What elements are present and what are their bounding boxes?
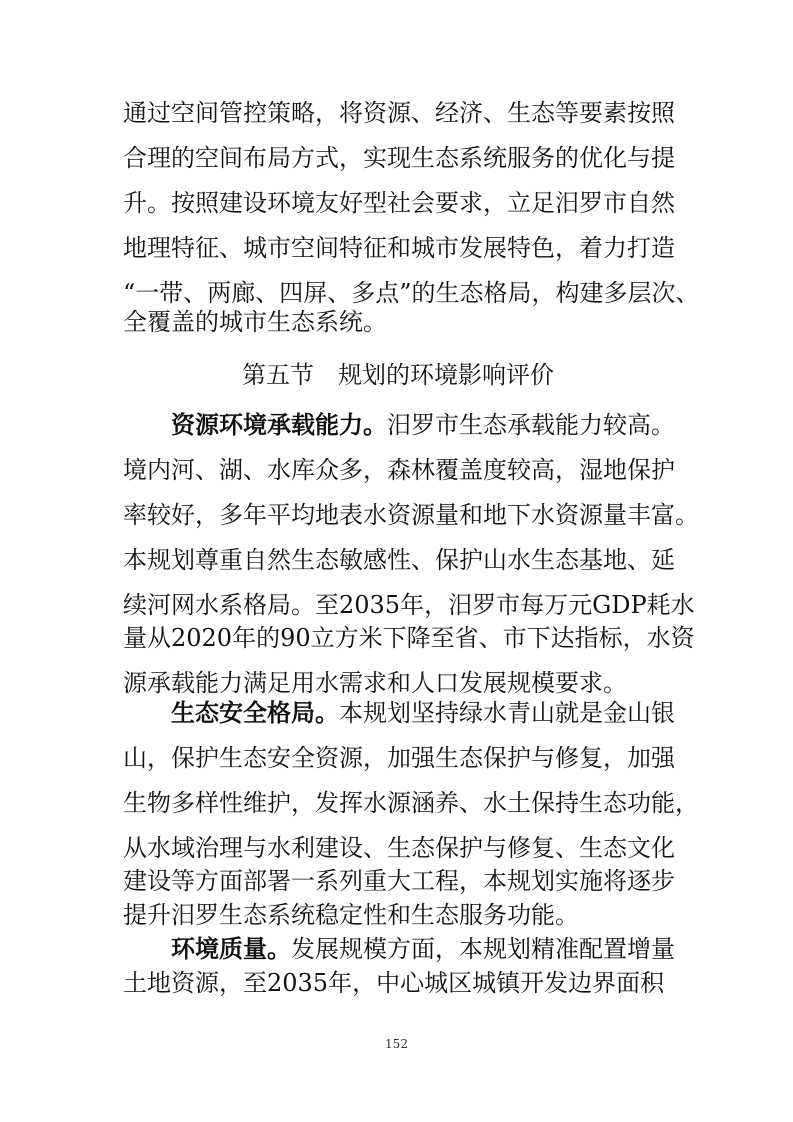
text-line: 环境质量。发展规模方面，本规划精准配置增量 xyxy=(171,935,675,963)
text-line: 从水域治理与水利建设、生态保护与修复、生态文化 xyxy=(123,834,675,862)
text-line: 生态安全格局。本规划坚持绿水青山就是金山银 xyxy=(171,699,675,727)
text-line: 续河网水系格局。至2035年，汨罗市每万元GDP耗水 xyxy=(123,591,695,619)
text-line: 地理特征、城市空间特征和城市发展特色，着力打造 xyxy=(123,234,675,262)
text-line: 合理的空间布局方式，实现生态系统服务的优化与提 xyxy=(123,144,675,172)
text-line: 境内河、湖、水库众多，森林覆盖度较高，湿地保护 xyxy=(123,456,675,484)
text-line: 本规划尊重自然生态敏感性、保护山水生态基地、延 xyxy=(123,546,675,574)
paragraph-lead: 资源环境承载能力。 xyxy=(171,411,387,439)
text-line: 山，保护生态安全资源，加强生态保护与修复，加强 xyxy=(123,744,675,772)
text-line: 量从2020年的90立方米下降至省、市下达指标，水资 xyxy=(123,624,695,652)
text-line: 率较好，多年平均地表水资源量和地下水资源量丰富。 xyxy=(123,501,699,529)
text-line: 通过空间管控策略，将资源、经济、生态等要素按照 xyxy=(123,99,675,127)
text-line: 源承载能力满足用水需求和人口发展规模要求。 xyxy=(123,669,627,697)
text-line: 生物多样性维护，发挥水源涵养、水土保持生态功能， xyxy=(123,789,699,817)
section-number: 第五节 xyxy=(242,361,314,389)
text-line: 土地资源，至2035年，中心城区城镇开发边界面积 xyxy=(123,969,665,997)
section-heading xyxy=(123,360,673,390)
paragraph-lead: 生态安全格局。 xyxy=(171,699,339,727)
text-line: 建设等方面部署一系列重大工程，本规划实施将逐步 xyxy=(123,867,675,895)
paragraph-lead: 环境质量。 xyxy=(171,935,291,963)
text-line: 资源环境承载能力。汨罗市生态承载能力较高。 xyxy=(171,411,675,439)
text-line: “一带、两廊、四屏、多点”的生态格局，构建多层次、 xyxy=(123,279,700,307)
text-line: 全覆盖的城市生态系统。 xyxy=(123,308,387,336)
page-number: 152 xyxy=(385,1037,408,1051)
text-line: 提升汨罗生态系统稳定性和生态服务功能。 xyxy=(123,901,579,929)
section-title: 规划的环境影响评价 xyxy=(338,361,554,389)
text-line: 升。按照建设环境友好型社会要求，立足汨罗市自然 xyxy=(123,189,675,217)
